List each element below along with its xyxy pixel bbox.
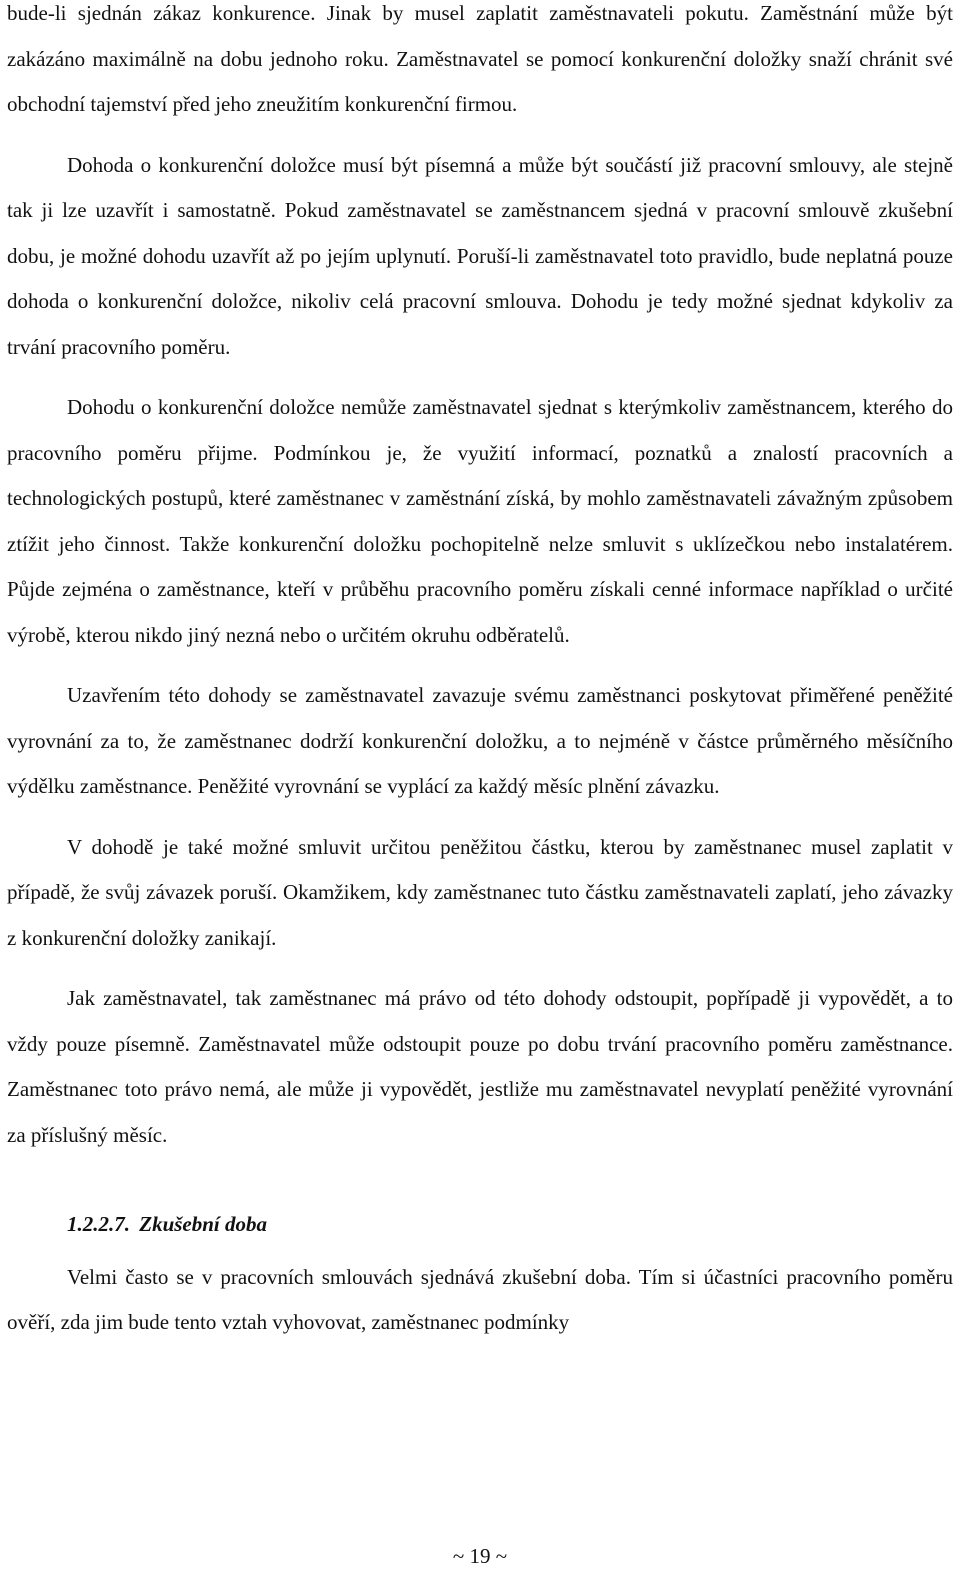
paragraph-6: Jak zaměstnavatel, tak zaměstnanec má právo od této dohody odstoupit, popřípadě ji vypovědět, a to vždy pouze písemně. Zaměstnavatel může odstoupit pouze po dobu trvání pracovního poměru zaměstnance. Zaměstnanec toto právo nemá, ale může ji vypovědět, jestliže mu zaměstnavatel nevyplatí peněžité vyrovnání za příslušný měsíc. <box>7 986 953 1147</box>
paragraph-1: bude-li sjednán zákaz konkurence. Jinak by musel zaplatit zaměstnavateli pokutu. Zaměstnání může být zakázáno maximálně na dobu jednoho roku. Zaměstnavatel se pomocí konkurenční doložky snaží chránit své obchodní tajemství před jeho zneužitím konkurenční firmou. <box>7 1 953 116</box>
paragraph-2: Dohoda o konkurenční doložce musí být písemná a může být součástí již pracovní smlouvy, ale stejně tak ji lze uzavřít i samostatně. Pokud zaměstnavatel se zaměstnancem sjedná v pracovní smlouvě zkušební dobu, je možné dohodu uzavřít až po jejím uplynutí. Poruší-li zaměstnavatel toto pravidlo, bude neplatná pouze dohoda o konkurenční doložce, nikoliv celá pracovní smlouva. Dohodu je tedy možné sjednat kdykoliv za trvání pracovního poměru. <box>7 152 953 359</box>
page-number: ~ 19 ~ <box>452 1544 508 1568</box>
section-heading <box>7 1202 953 1248</box>
paragraph-3: Dohodu o konkurenční doložce nemůže zaměstnavatel sjednat s kterýmkoliv zaměstnancem, kterého do pracovního poměru přijme. Podmínkou je, že využití informací, poznatků a znalostí pracovních a technologických postupů, které zaměstnanec v zaměstnání získá, by mohlo zaměstnavateli závažným způsobem ztížit jeho činnost. Takže konkurenční doložku pochopitelně nelze smluvit s uklízečkou nebo instalatérem. Půjde zejména o zaměstnance, kteří v průběhu pracovního poměru získali cenné informace například o určité výrobě, kterou nikdo jiný nezná nebo o určitém okruhu odběratelů. <box>7 395 953 647</box>
section-title: Zkušební doba <box>139 1212 268 1236</box>
paragraph-4: Uzavřením této dohody se zaměstnavatel zavazuje svému zaměstnanci poskytovat přiměřené peněžité vyrovnání za to, že zaměstnanec dodrží konkurenční doložku, a to nejméně v částce průměrného měsíčního výdělku zaměstnance. Peněžité vyrovnání se vyplácí za každý měsíc plnění závazku. <box>7 683 953 798</box>
section-number: 1.2.2.7. <box>67 1212 130 1236</box>
paragraph-5: V dohodě je také možné smluvit určitou peněžitou částku, kterou by zaměstnanec musel zaplatit v případě, že svůj závazek poruší. Okamžikem, kdy zaměstnanec tuto částku zaměstnavateli zaplatí, jeho závazky z konkurenční doložky zanikají. <box>7 834 953 950</box>
document-page <box>7 0 953 1346</box>
section-paragraph: Velmi často se v pracovních smlouvách sjednává zkušební doba. Tím si účastníci pracovního poměru ověří, zda jim bude tento vztah vyhovovat, zaměstnanec podmínky <box>7 1264 953 1334</box>
